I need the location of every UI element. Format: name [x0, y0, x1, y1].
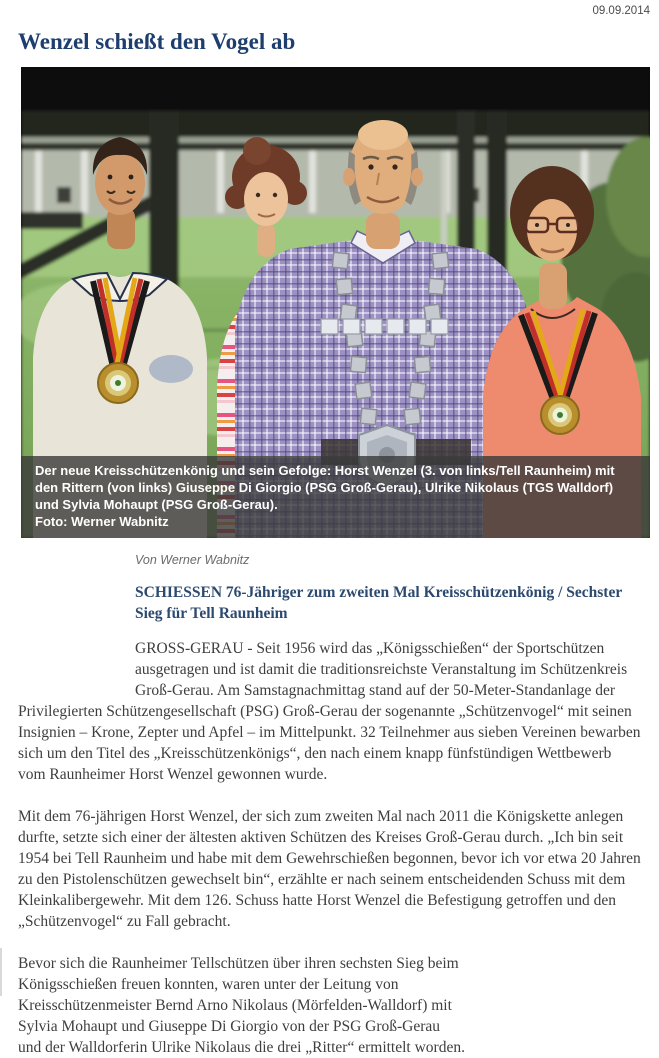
photo-caption	[21, 456, 650, 538]
article-body	[18, 550, 641, 1058]
article-paragraph: Mit dem 76-jährigen Horst Wenzel, der sich zum zweiten Mal nach 2011 die Königskette anlegen durfte, setzte sich einer der ältesten aktiven Schützen des Kreises Groß-Gerau durch. „Ich bin seit 1954 bei Tell Raunheim und habe mit dem Gewehrschießen begonnen, bevor ich vor etwa 20 Jahren zu den Pistolenschützen gewechselt bin“, erzählte er nach seinem entscheidenden Schuss mit dem Kleinkalibergewehr. Mit dem 126. Schuss hatte Horst Wenzel die Befestigung getroffen und den „Schützenvogel“ zu Fall gebracht.	[18, 808, 641, 930]
article-title: Wenzel schießt den Vogel ab	[18, 29, 296, 54]
article-paragraph: Bevor sich die Raunheimer Tellschützen über ihren sechsten Sieg beim Königsschießen freuen konnten, waren unter der Leitung von Kreisschützenmeister Bernd Arno Nikolaus (Mörfelden-Walldorf) mit Sylvia Mohaupt und Giuseppe Di Giorgio von der PSG Groß-Gerau und der Walldorferin Ulrike Nikolaus die drei „Ritter“ ermittelt worden.	[18, 955, 465, 1056]
medal-giuseppe	[98, 363, 138, 403]
page-date: 09.09.2014	[592, 5, 650, 17]
article-paragraph: GROSS-GERAU - Seit 1956 wird das „Königsschießen“ der Sportschützen ausgetragen und ist damit die traditionsreichste Veranstaltung im Schützenkreis Groß-Gerau. Am Samstagnachmittag stand auf der 50-Meter-Standanlage der Privilegierten Schützengesellschaft (PSG) Groß-Gerau der sogenannte „Schützenvogel“ mit seinen Insignien – Krone, Zepter und Apfel – im Mittelpunkt. 32 Teilnehmer aus sieben Vereinen bewarben sich um den Titel des „Kreisschützenkönigs“, den nach einem knapp fünfstündigen Wettbewerb vom Raunheimer Horst Wenzel gewonnen wurde.	[18, 640, 641, 783]
article-photo	[21, 67, 650, 538]
layout-indent-spacer	[18, 550, 135, 696]
article-subhead: SCHIESSEN 76-Jähriger zum zweiten Mal Kreisschützenkönig / Sechster Sieg für Tell Raunheim	[135, 584, 622, 622]
photo-credit: Foto: Werner Wabnitz	[35, 514, 169, 529]
photo-caption-text: Der neue Kreisschützenkönig und sein Gefolge: Horst Wenzel (3. von links/Tell Raunheim) mit den Rittern (von links) Giuseppe Di Giorgio (PSG Groß-Gerau), Ulrike Nikolaus (TGS Walldorf) und Sylvia Mohaupt (PSG Groß-Gerau).	[35, 463, 615, 512]
article-byline: Von Werner Wabnitz	[135, 553, 250, 567]
window-edge-artifact	[0, 948, 2, 996]
medal-sylvia	[541, 396, 579, 434]
